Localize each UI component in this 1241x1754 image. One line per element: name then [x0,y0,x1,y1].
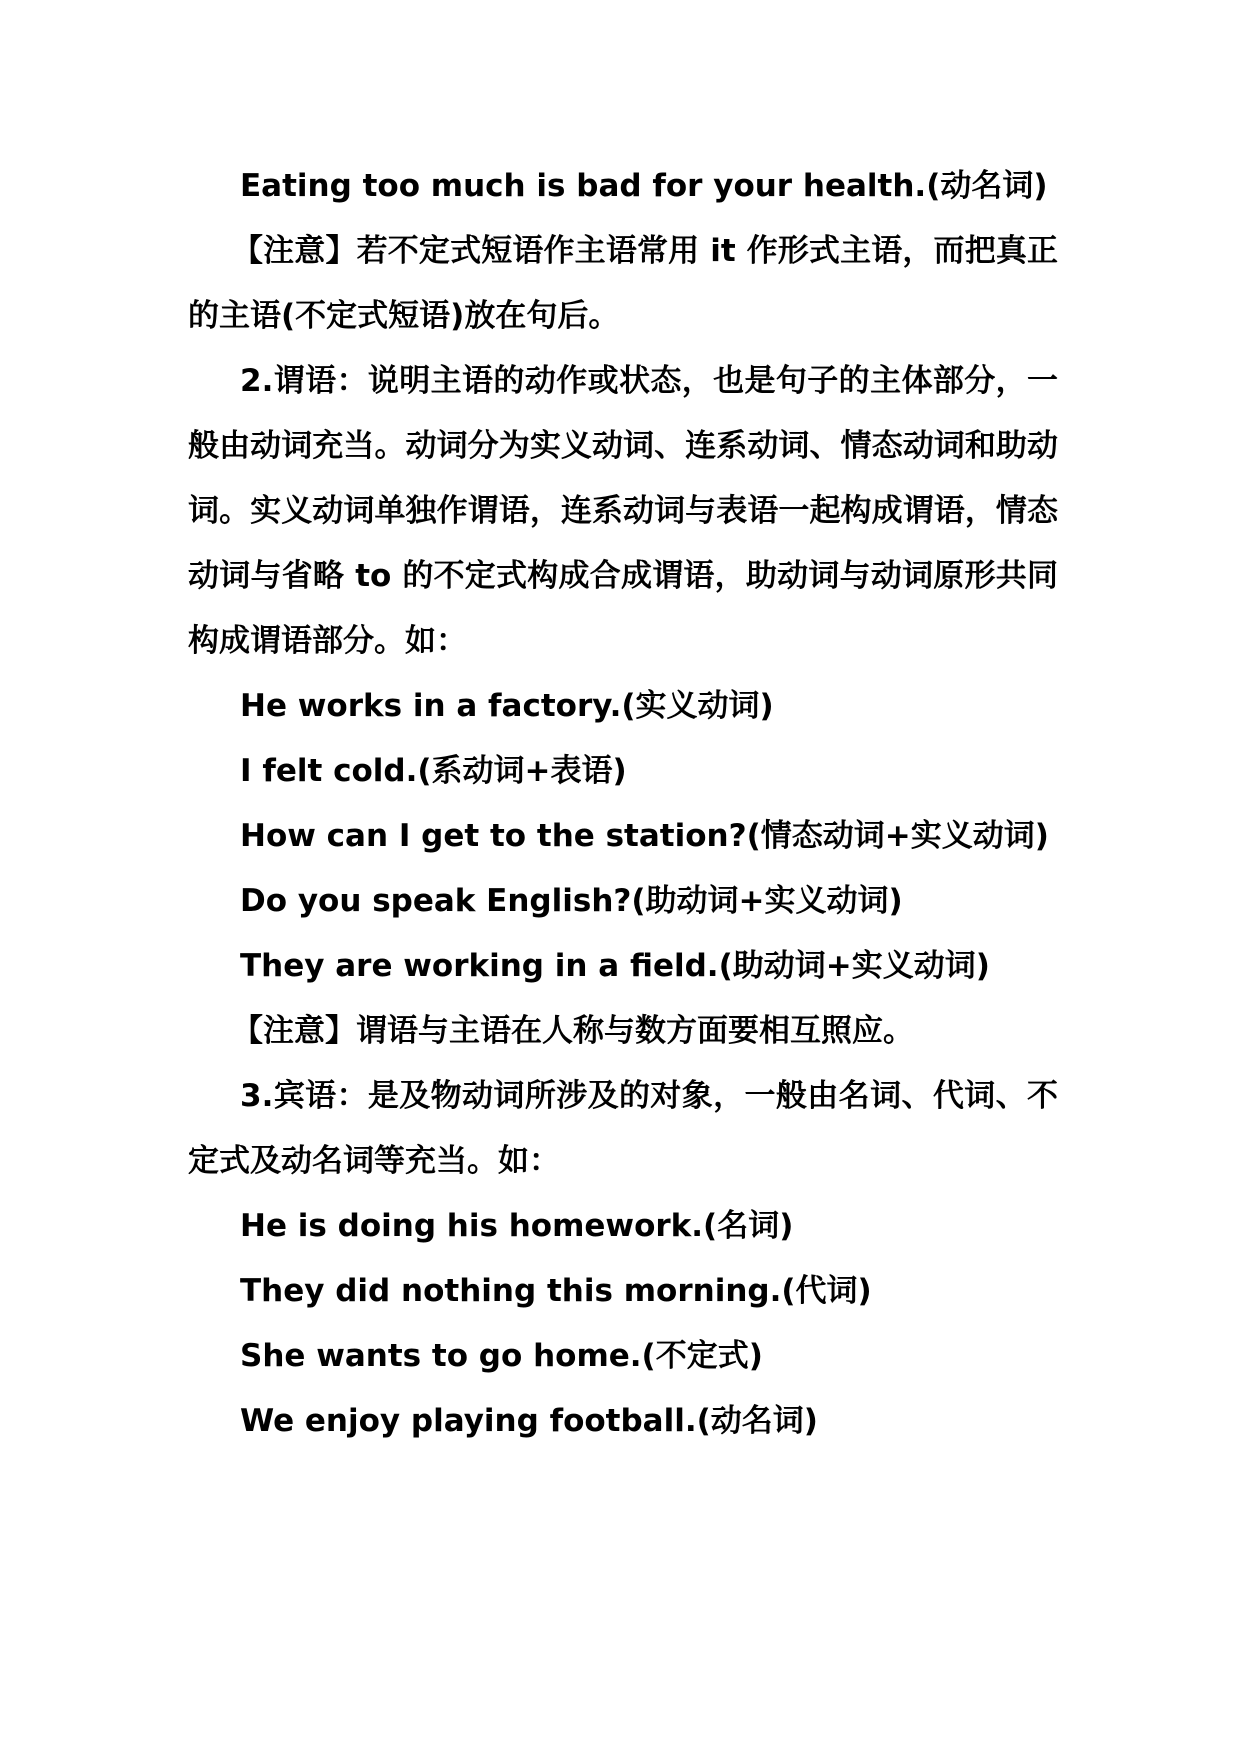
example-infinitive-object: She wants to go home.(不定式) [240,1338,763,1374]
example-pronoun-object: They did nothing this morning.(代词) [240,1273,872,1309]
section-predicate: 2.谓语：说明主语的动作或状态，也是句子的主体部分，一般由动词充当。动词分为实义动词、连系动词、情态动词和助动词。实义动词单独作谓语，连系动词与表语一起构成谓语，情态动词与省略 to 的不定式构成合成谓语，助动词与动词原形共同构成谓语部分。如： [188,363,1058,659]
example-auxiliary-verb-2: They are working in a field.(助动词+实义动词) [240,948,990,984]
section-object: 3.宾语：是及物动词所涉及的对象，一般由名词、代词、不定式及动名词等充当。如： [188,1078,1058,1179]
document-body [188,154,1058,1454]
example-noun-object: He is doing his homework.(名词) [240,1208,794,1244]
example-gerund-subject: Eating too much is bad for your health.(动名词) [240,168,1048,204]
example-modal-verb: How can I get to the station?(情态动词+实义动词) [240,818,1049,854]
example-linking-verb: I felt cold.(系动词+表语) [240,753,627,789]
example-notional-verb: He works in a factory.(实义动词) [240,688,774,724]
example-auxiliary-verb-1: Do you speak English?(助动词+实义动词) [240,883,903,919]
example-gerund-object: We enjoy playing football.(动名词) [240,1403,818,1439]
note-subject-verb-agreement: 【注意】谓语与主语在人称与数方面要相互照应。 [232,1013,914,1049]
note-infinitive-subject: 【注意】若不定式短语作主语常用 it 作形式主语，而把真正的主语(不定式短语)放在句后。 [188,233,1058,334]
